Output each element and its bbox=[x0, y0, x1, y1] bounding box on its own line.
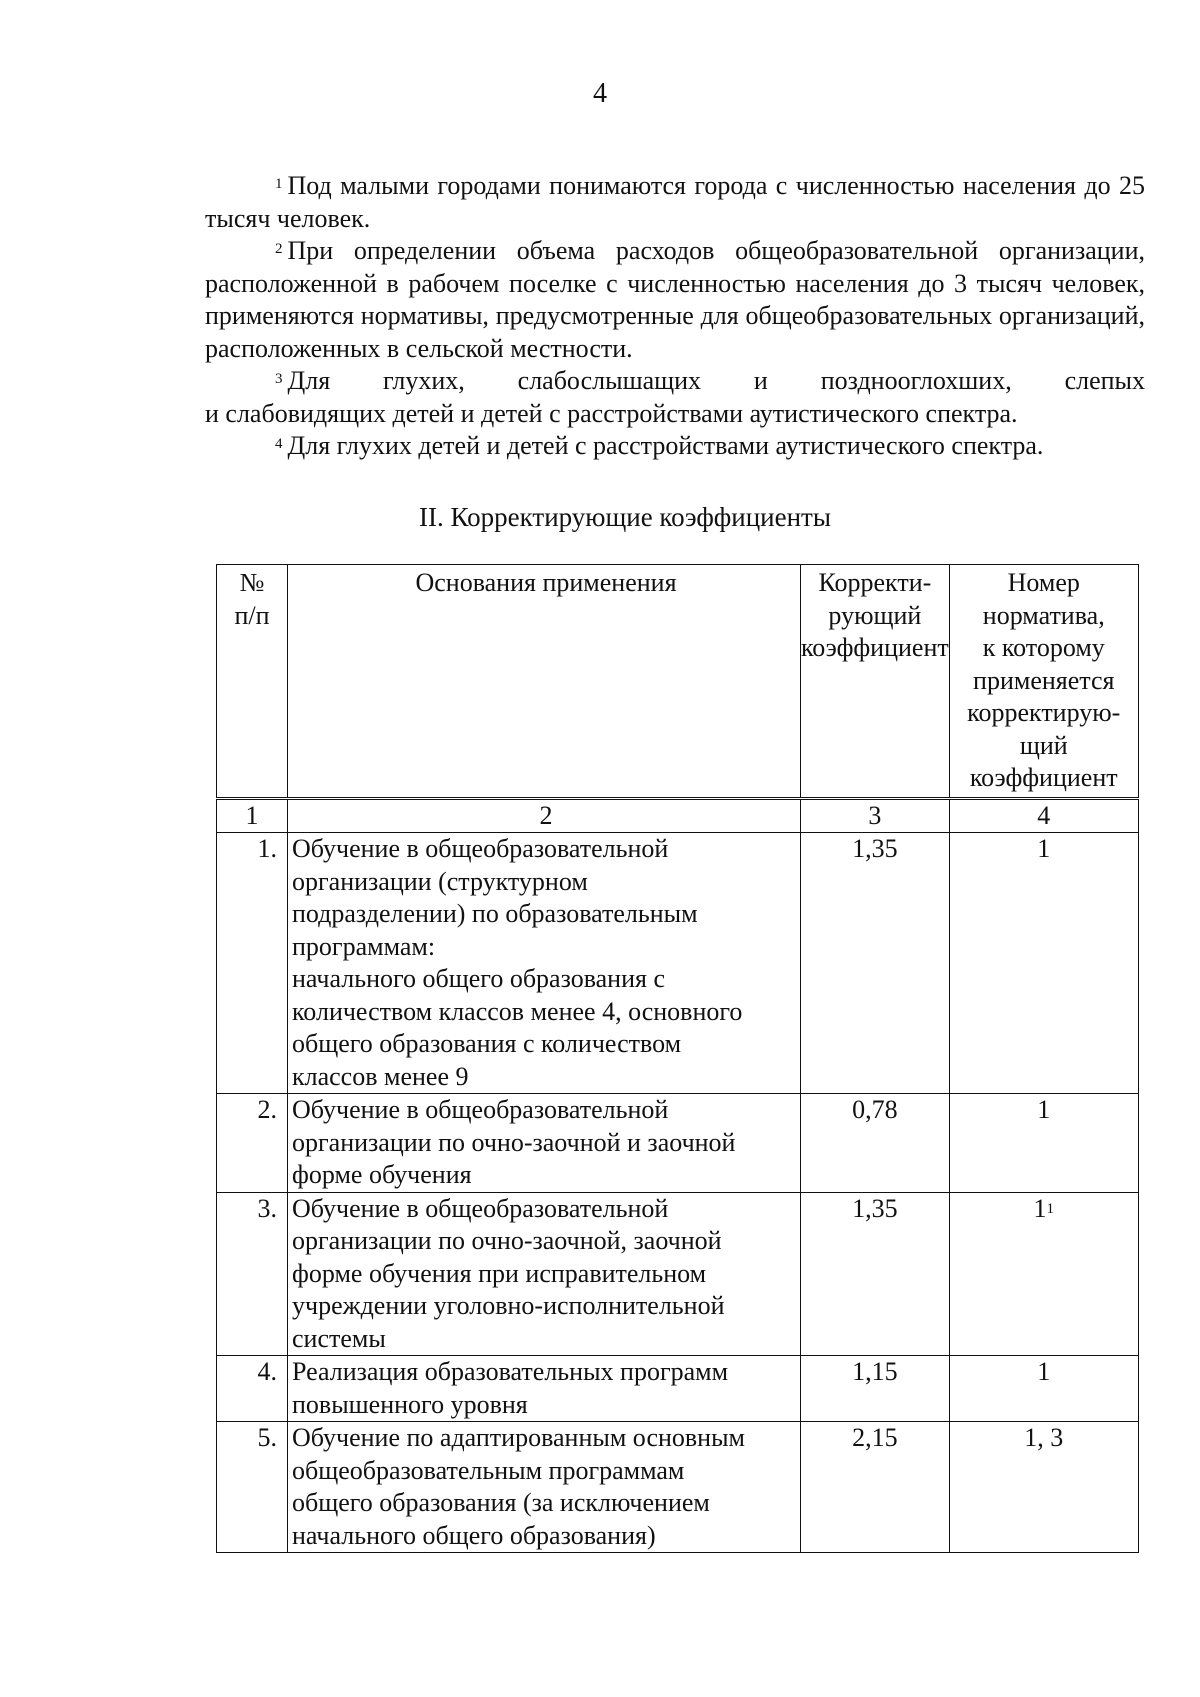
footnote-text: и слабовидящих детей и детей с расстройствами аутистического спектра. bbox=[205, 398, 1018, 428]
table-row bbox=[217, 1192, 1139, 1356]
table-header-row bbox=[217, 565, 1139, 799]
row-number: 2. bbox=[217, 1094, 288, 1193]
row-norm: 1 bbox=[949, 1356, 1138, 1422]
footnote-marker: 1 bbox=[275, 176, 283, 192]
footnote-3 bbox=[205, 365, 1145, 398]
column-number: 1 bbox=[217, 798, 288, 833]
row-coefficient: 0,78 bbox=[801, 1094, 950, 1193]
row-coefficient: 1,35 bbox=[801, 833, 950, 1094]
footnote-3-continued bbox=[205, 398, 1145, 431]
column-numbers-row bbox=[217, 798, 1139, 833]
footnote-marker: 4 bbox=[275, 436, 283, 452]
row-norm: 1 bbox=[949, 1094, 1138, 1193]
footnote-text: Для глухих детей и детей с расстройствами аутистического спектра. bbox=[287, 431, 1044, 460]
column-number: 2 bbox=[288, 798, 801, 833]
row-number: 3. bbox=[217, 1192, 288, 1356]
footnotes bbox=[205, 170, 1145, 463]
footnote-text: При определении объема расходов общеобразовательной организации, расположенной в рабочем поселке с численностью населения до 3 тысяч человек, применяются нормативы, предусмотренные для общеобразовательных организаций, расположенных в сельской местности. bbox=[205, 236, 1145, 363]
row-coefficient: 1,15 bbox=[801, 1356, 950, 1422]
column-number: 3 bbox=[801, 798, 950, 833]
coefficients-table bbox=[216, 564, 1139, 1553]
table-row bbox=[217, 1094, 1139, 1193]
page-number: 4 bbox=[593, 78, 607, 109]
row-number: 5. bbox=[217, 1422, 288, 1553]
footnote-text: Под малыми городами понимаются города с численностью населения до 25 тысяч человек. bbox=[205, 171, 1145, 233]
row-number: 1. bbox=[217, 833, 288, 1094]
row-basis: Обучение по адаптированным основным общеобразовательным программам общего образования (за исключением начального общего образования) bbox=[288, 1422, 801, 1553]
row-number: 4. bbox=[217, 1356, 288, 1422]
section-title: II. Корректирующие коэффициенты bbox=[419, 502, 831, 532]
row-basis: Реализация образовательных программ повышенного уровня bbox=[288, 1356, 801, 1422]
row-norm: $1^1$ bbox=[949, 1192, 1138, 1356]
header-basis: Основания применения bbox=[288, 565, 801, 799]
row-norm: 1, 3 bbox=[949, 1422, 1138, 1553]
row-coefficient: 2,15 bbox=[801, 1422, 950, 1553]
footnote-reference: 1 bbox=[1046, 1200, 1054, 1217]
header-norm-number: Номер норматива, к которому применяется корректирую- щий коэффициент bbox=[949, 565, 1138, 799]
row-basis: Обучение в общеобразовательной организации по очно-заочной и заочной форме обучения bbox=[288, 1094, 801, 1193]
footnote-2 bbox=[205, 235, 1145, 365]
row-norm: 1 bbox=[949, 833, 1138, 1094]
table-row bbox=[217, 1422, 1139, 1553]
header-number: № п/п bbox=[217, 565, 288, 799]
row-basis: Обучение в общеобразовательной организации (структурном подразделении) по образовательным программам: начального общего образования с количеством классов менее 4, основного общего образования с количеством классов менее 9 bbox=[288, 833, 801, 1094]
footnote-1 bbox=[205, 170, 1145, 235]
header-coefficient: Корректи- рующий коэффициент bbox=[801, 565, 950, 799]
footnote-marker: 3 bbox=[275, 371, 283, 387]
table-row bbox=[217, 833, 1139, 1094]
table-row bbox=[217, 1356, 1139, 1422]
column-number: 4 bbox=[949, 798, 1138, 833]
footnote-marker: 2 bbox=[275, 241, 283, 257]
row-basis: Обучение в общеобразовательной организации по очно-заочной, заочной форме обучения при исправительном учреждении уголовно-исполнительной системы bbox=[288, 1192, 801, 1356]
footnote-4 bbox=[205, 430, 1145, 463]
footnote-text: Для глухих, слабослышащих и позднооглохших, слепых bbox=[287, 366, 1145, 395]
row-coefficient: 1,35 bbox=[801, 1192, 950, 1356]
